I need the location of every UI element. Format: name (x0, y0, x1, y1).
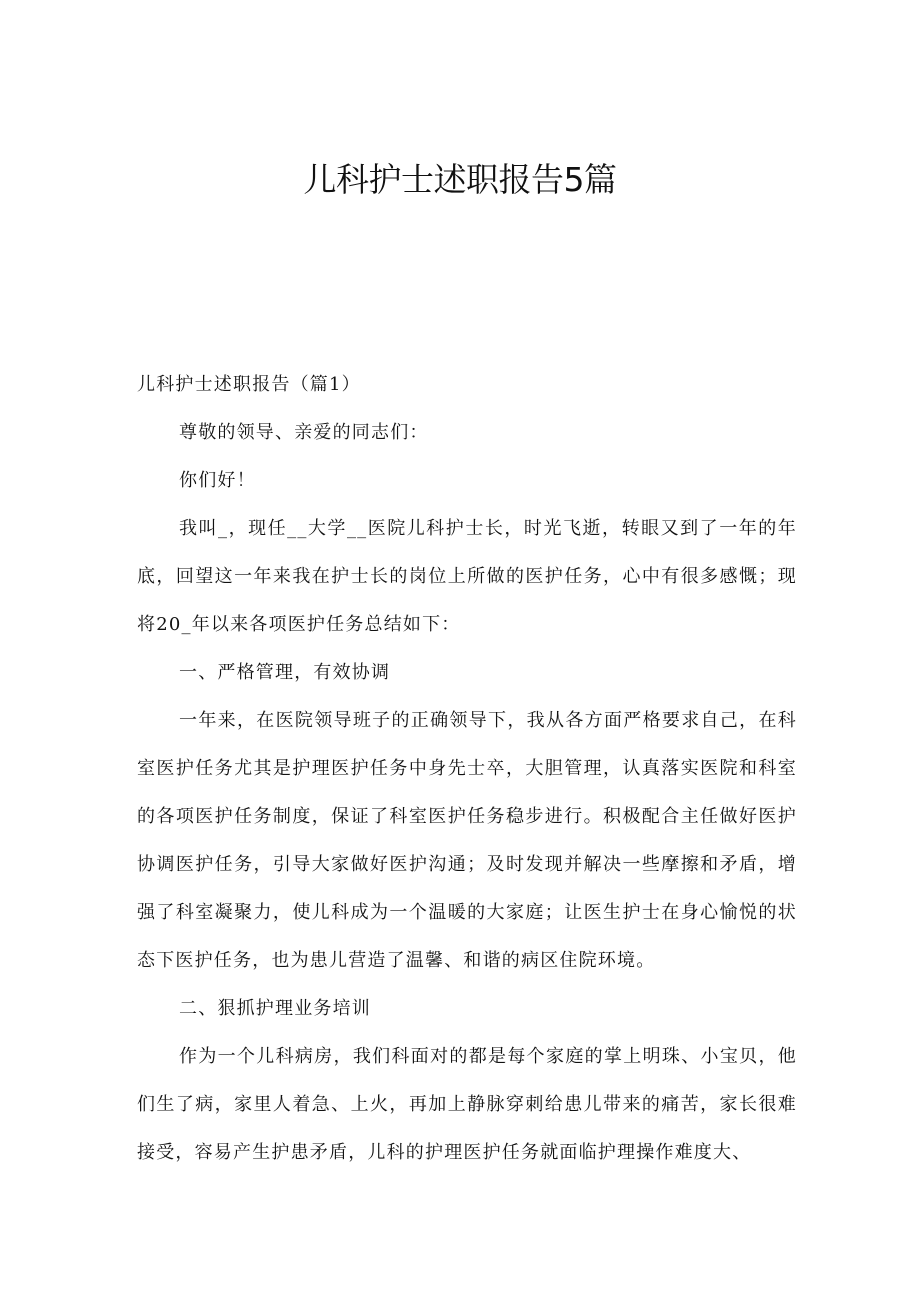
salutation: 尊敬的领导、亲爱的同志们： (179, 422, 429, 443)
paragraph-1: 一年来，在医院领导班子的正确领导下，我从各方面严格要求自己，在科室医护任务尤其是护理医护任务中身先士卒，大胆管理，认真落实医院和科室的各项医护任务制度，保证了科室医护任务稳步进行。积极配合主任做好医护协调医护任务，引导大家做好医护沟通；及时发现并解决一些摩擦和矛盾，增强了科室凝聚力，使儿科成为一个温暖的大家庭；让医生护士在身心愉悦的状态下医护任务，也为患儿营造了温馨、和谐的病区住院环境。 (137, 710, 797, 971)
document-title: 儿科护士述职报告5篇 (303, 160, 617, 199)
subheading-1: 一、严格管理，有效协调 (179, 662, 391, 683)
intro-paragraph: 我叫_，现任__大学__医院儿科护士长，时光飞逝，转眼又到了一年的年底，回望这一年来我在护士长的岗位上所做的医护任务，心中有很多感慨；现将20_年以来各项医护任务总结如下： (137, 518, 797, 635)
document-body (137, 361, 797, 1177)
section-heading: 儿科护士述职报告（篇1） (137, 374, 361, 395)
subheading-2: 二、狠抓护理业务培训 (179, 998, 371, 1019)
greeting: 你们好！ (179, 470, 256, 491)
paragraph-2: 作为一个儿科病房，我们科面对的都是每个家庭的掌上明珠、小宝贝，他们生了病，家里人着急、上火，再加上静脉穿刺给患儿带来的痛苦，家长很难接受，容易产生护患矛盾，儿科的护理医护任务就面临护理操作难度大、 (137, 1046, 797, 1163)
